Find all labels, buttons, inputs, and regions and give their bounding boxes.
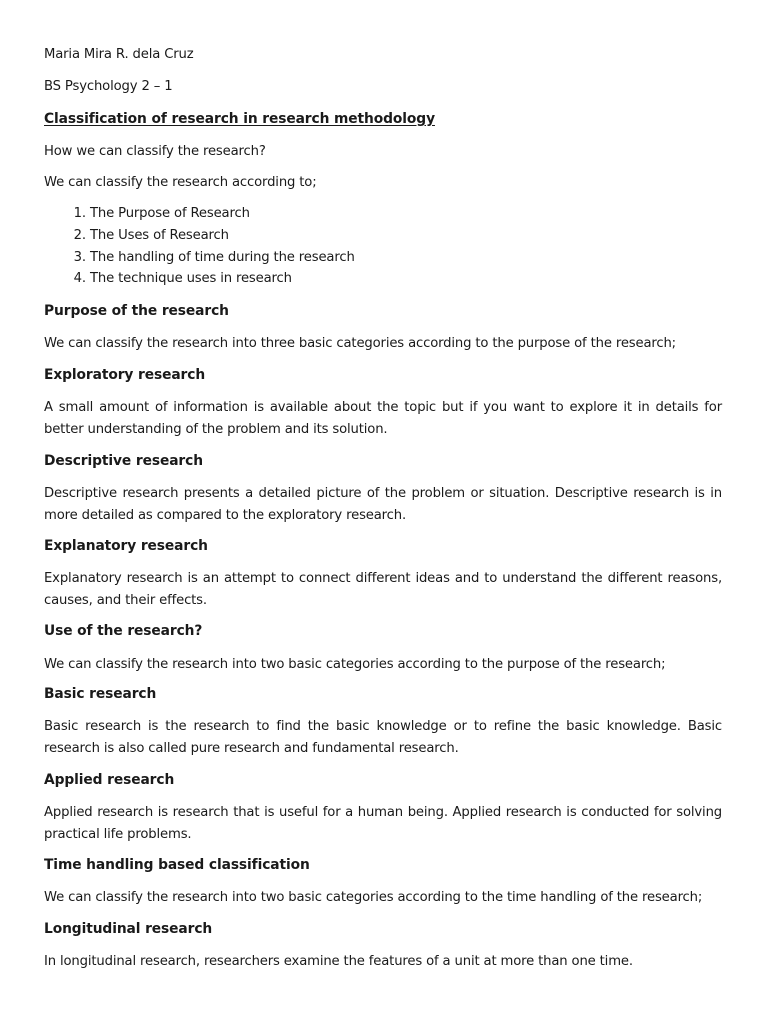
question-text: How we can classify the research? — [44, 144, 266, 159]
section-heading-longitudinal: Longitudinal research — [44, 921, 213, 937]
author-name: Maria Mira R. dela Cruz — [44, 47, 194, 62]
section-heading-time: Time handling based classification — [44, 857, 310, 873]
section-heading-use: Use of the research? — [44, 623, 203, 639]
section-heading-explanatory: Explanatory research — [44, 538, 208, 554]
section-heading-exploratory: Exploratory research — [44, 367, 206, 383]
list-item: 1. The Purpose of Research — [90, 203, 355, 225]
list-item: 3. The handling of time during the research — [90, 247, 355, 269]
intro-text: We can classify the research according to; — [44, 175, 317, 190]
list-item: 2. The Uses of Research — [90, 225, 355, 247]
classification-criteria-list — [44, 203, 355, 290]
section-text-basic: Basic research is the research to find the basic knowledge or to refine the basic knowledge. Basic research is also called pure research and fundamental research. — [44, 719, 722, 756]
section-text-purpose: We can classify the research into three basic categories according to the purpose of the research; — [44, 336, 676, 351]
list-item: 4. The technique uses in research — [90, 268, 355, 290]
document-title: Classification of research in research methodology — [44, 111, 435, 127]
section-heading-applied: Applied research — [44, 772, 175, 788]
section-text-time: We can classify the research into two basic categories according to the time handling of the research; — [44, 890, 703, 905]
section-text-explanatory: Explanatory research is an attempt to connect different ideas and to understand the different reasons, causes, and their effects. — [44, 571, 722, 608]
section-text-applied: Applied research is research that is useful for a human being. Applied research is conducted for solving practical life problems. — [44, 805, 722, 842]
course-section: BS Psychology 2 – 1 — [44, 79, 173, 94]
section-heading-purpose: Purpose of the research — [44, 303, 229, 319]
section-text-descriptive: Descriptive research presents a detailed picture of the problem or situation. Descriptive research is in more detailed as compared to the exploratory research. — [44, 486, 722, 523]
section-heading-descriptive: Descriptive research — [44, 453, 203, 469]
section-heading-basic: Basic research — [44, 686, 157, 702]
section-text-exploratory: A small amount of information is available about the topic but if you want to explore it in details for better understanding of the problem and its solution. — [44, 400, 722, 437]
section-text-use: We can classify the research into two basic categories according to the purpose of the research; — [44, 657, 666, 672]
section-text-longitudinal: In longitudinal research, researchers examine the features of a unit at more than one time. — [44, 954, 633, 969]
